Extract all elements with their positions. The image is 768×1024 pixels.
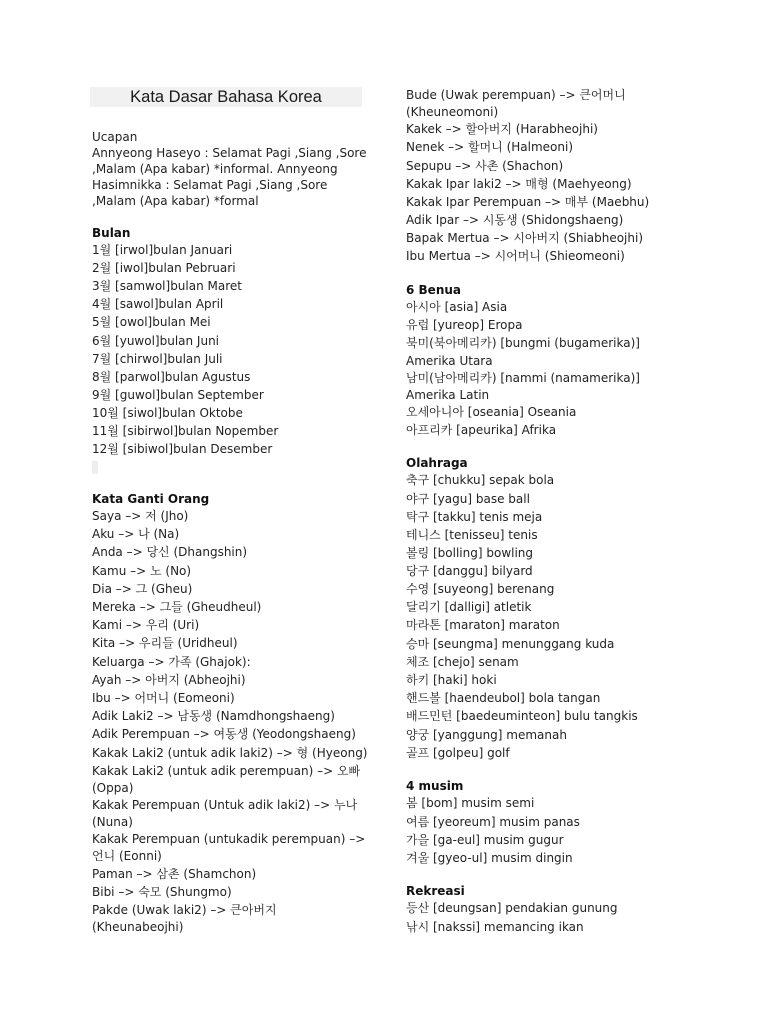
musim-item: 겨울 [gyeo-ul] musim dingin <box>406 851 573 865</box>
ucapan-line: Annyeong Haseyo : Selamat Pagi ,Siang ,Sore <box>92 146 367 160</box>
benua-item: Amerika Utara <box>406 354 493 368</box>
family-item: (Kheuneomoni) <box>406 105 499 119</box>
pronoun-item: Kami –> 우리 (Uri) <box>92 618 200 632</box>
olahraga-item: 탁구 [takku] tenis meja <box>406 510 543 524</box>
pronoun-item: (Nuna) <box>92 815 133 829</box>
bulan-item: 2월 [iwol]bulan Pebruari <box>92 261 236 275</box>
family-item: Bapak Mertua –> 시아버지 (Shiabheojhi) <box>406 231 644 245</box>
olahraga-heading: Olahraga <box>406 456 468 470</box>
pronoun-item: Mereka –> 그들 (Gheudheul) <box>92 600 262 614</box>
ucapan-line: Hasimnikka : Selamat Pagi ,Siang ,Sore <box>92 178 328 192</box>
pronoun-item: Kakak Laki2 (untuk adik perempuan) –> 오빠 <box>92 764 361 778</box>
bulan-item: 9월 [guwol]bulan September <box>92 388 264 402</box>
musim-item: 봄 [bom] musim semi <box>406 796 535 810</box>
family-item: Nenek –> 할머니 (Halmeoni) <box>406 140 573 154</box>
family-item: Kakek –> 할아버지 (Harabheojhi) <box>406 122 598 136</box>
musim-heading: 4 musim <box>406 779 464 793</box>
bulan-item: 4월 [sawol]bulan April <box>92 297 224 311</box>
olahraga-item: 핸드볼 [haendeubol] bola tangan <box>406 691 601 705</box>
pronoun-item: Saya –> 저 (Jho) <box>92 509 189 523</box>
olahraga-item: 테니스 [tenisseu] tenis <box>406 528 538 542</box>
bulan-item: 1월 [irwol]bulan Januari <box>92 243 233 257</box>
pronoun-item: Adik Laki2 –> 남동생 (Namdhongshaeng) <box>92 709 335 723</box>
olahraga-item: 승마 [seungma] menunggang kuda <box>406 637 615 651</box>
pronoun-item: Dia –> 그 (Gheu) <box>92 582 193 596</box>
family-item: Bude (Uwak perempuan) –> 큰어머니 <box>406 88 626 102</box>
rekreasi-item: 등산 [deungsan] pendakian gunung <box>406 901 618 915</box>
bulan-item: 6월 [yuwol]bulan Juni <box>92 334 220 348</box>
pronoun-item: Kita –> 우리들 (Uridheul) <box>92 636 238 650</box>
musim-item: 가을 [ga-eul] musim gugur <box>406 833 564 847</box>
pronoun-item: Anda –> 당신 (Dhangshin) <box>92 545 248 559</box>
olahraga-item: 야구 [yagu] base ball <box>406 492 530 506</box>
benua-item: 남미(남아메리카) [nammi (namamerika)] <box>406 371 640 385</box>
olahraga-item: 달리기 [dalligi] atletik <box>406 600 532 614</box>
benua-item: 아시아 [asia] Asia <box>406 300 508 314</box>
rekreasi-heading: Rekreasi <box>406 884 465 898</box>
olahraga-item: 당구 [danggu] bilyard <box>406 564 533 578</box>
olahraga-item: 축구 [chukku] sepak bola <box>406 473 555 487</box>
benua-item: 북미(북아메리카) [bungmi (bugamerika)] <box>406 336 640 350</box>
bulan-heading: Bulan <box>92 226 131 240</box>
olahraga-item: 하키 [haki] hoki <box>406 673 497 687</box>
family-item: Sepupu –> 사촌 (Shachon) <box>406 159 564 173</box>
bulan-item: 10월 [siwol]bulan Oktobe <box>92 406 243 420</box>
pronoun-item: Kamu –> 노 (No) <box>92 564 192 578</box>
olahraga-item: 배드민턴 [baedeuminteon] bulu tangkis <box>406 709 638 723</box>
ucapan-heading: Ucapan <box>92 130 138 144</box>
kata-ganti-heading: Kata Ganti Orang <box>92 492 210 506</box>
pronoun-item: 언니 (Eonni) <box>92 849 162 863</box>
bulan-item: 12월 [sibiwol]bulan Desember <box>92 442 273 456</box>
pronoun-item: Ayah –> 아버지 (Abheojhi) <box>92 673 246 687</box>
bulan-item: 11월 [sibirwol]bulan Nopember <box>92 424 279 438</box>
pronoun-item: Kakak Laki2 (untuk adik laki2) –> 형 (Hyeong) <box>92 746 368 760</box>
benua-item: Amerika Latin <box>406 388 490 402</box>
rekreasi-item: 낚시 [nakssi] memancing ikan <box>406 920 584 934</box>
olahraga-item: 마라톤 [maraton] maraton <box>406 618 560 632</box>
ucapan-line: ,Malam (Apa kabar) *informal. Annyeong <box>92 162 338 176</box>
olahraga-item: 볼링 [bolling] bowling <box>406 546 534 560</box>
pronoun-item: Kakak Perempuan (untukadik perempuan) –> <box>92 832 366 846</box>
bulan-item: 7월 [chirwol]bulan Juli <box>92 352 223 366</box>
bulan-item: 8월 [parwol]bulan Agustus <box>92 370 251 384</box>
olahraga-item: 수영 [suyeong] berenang <box>406 582 555 596</box>
family-item: Kakak Ipar laki2 –> 매형 (Maehyeong) <box>406 177 632 191</box>
benua-item: 유럽 [yureop] Eropa <box>406 318 523 332</box>
pronoun-item: Keluarga –> 가족 (Ghajok): <box>92 655 251 669</box>
pronoun-item: Kakak Perempuan (Untuk adik laki2) –> 누나 <box>92 798 358 812</box>
empty-line-marker <box>92 461 98 474</box>
document-title: Kata Dasar Bahasa Korea <box>90 87 362 107</box>
bulan-item: 5월 [owol]bulan Mei <box>92 315 211 329</box>
family-item: Adik Ipar –> 시동생 (Shidongshaeng) <box>406 213 624 227</box>
benua-item: 오세아니아 [oseania] Oseania <box>406 405 577 419</box>
pronoun-item: (Oppa) <box>92 781 134 795</box>
pronoun-item: Paman –> 삼촌 (Shamchon) <box>92 867 257 881</box>
musim-item: 여름 [yeoreum] musim panas <box>406 815 580 829</box>
pronoun-item: (Kheunabeojhi) <box>92 920 184 934</box>
pronoun-item: Bibi –> 숙모 (Shungmo) <box>92 885 232 899</box>
olahraga-item: 양궁 [yanggung] memanah <box>406 728 567 742</box>
pronoun-item: Aku –> 나 (Na) <box>92 527 180 541</box>
olahraga-item: 체조 [chejo] senam <box>406 655 519 669</box>
pronoun-item: Adik Perempuan –> 여동생 (Yeodongshaeng) <box>92 727 356 741</box>
benua-heading: 6 Benua <box>406 283 461 297</box>
family-item: Ibu Mertua –> 시어머니 (Shieomeoni) <box>406 249 625 263</box>
bulan-item: 3월 [samwol]bulan Maret <box>92 279 242 293</box>
family-item: Kakak Ipar Perempuan –> 매부 (Maebhu) <box>406 195 650 209</box>
ucapan-line: ,Malam (Apa kabar) *formal <box>92 194 259 208</box>
olahraga-item: 골프 [golpeu] golf <box>406 746 510 760</box>
pronoun-item: Ibu –> 어머니 (Eomeoni) <box>92 691 235 705</box>
pronoun-item: Pakde (Uwak laki2) –> 큰아버지 <box>92 903 277 917</box>
benua-item: 아프리카 [apeurika] Afrika <box>406 423 557 437</box>
